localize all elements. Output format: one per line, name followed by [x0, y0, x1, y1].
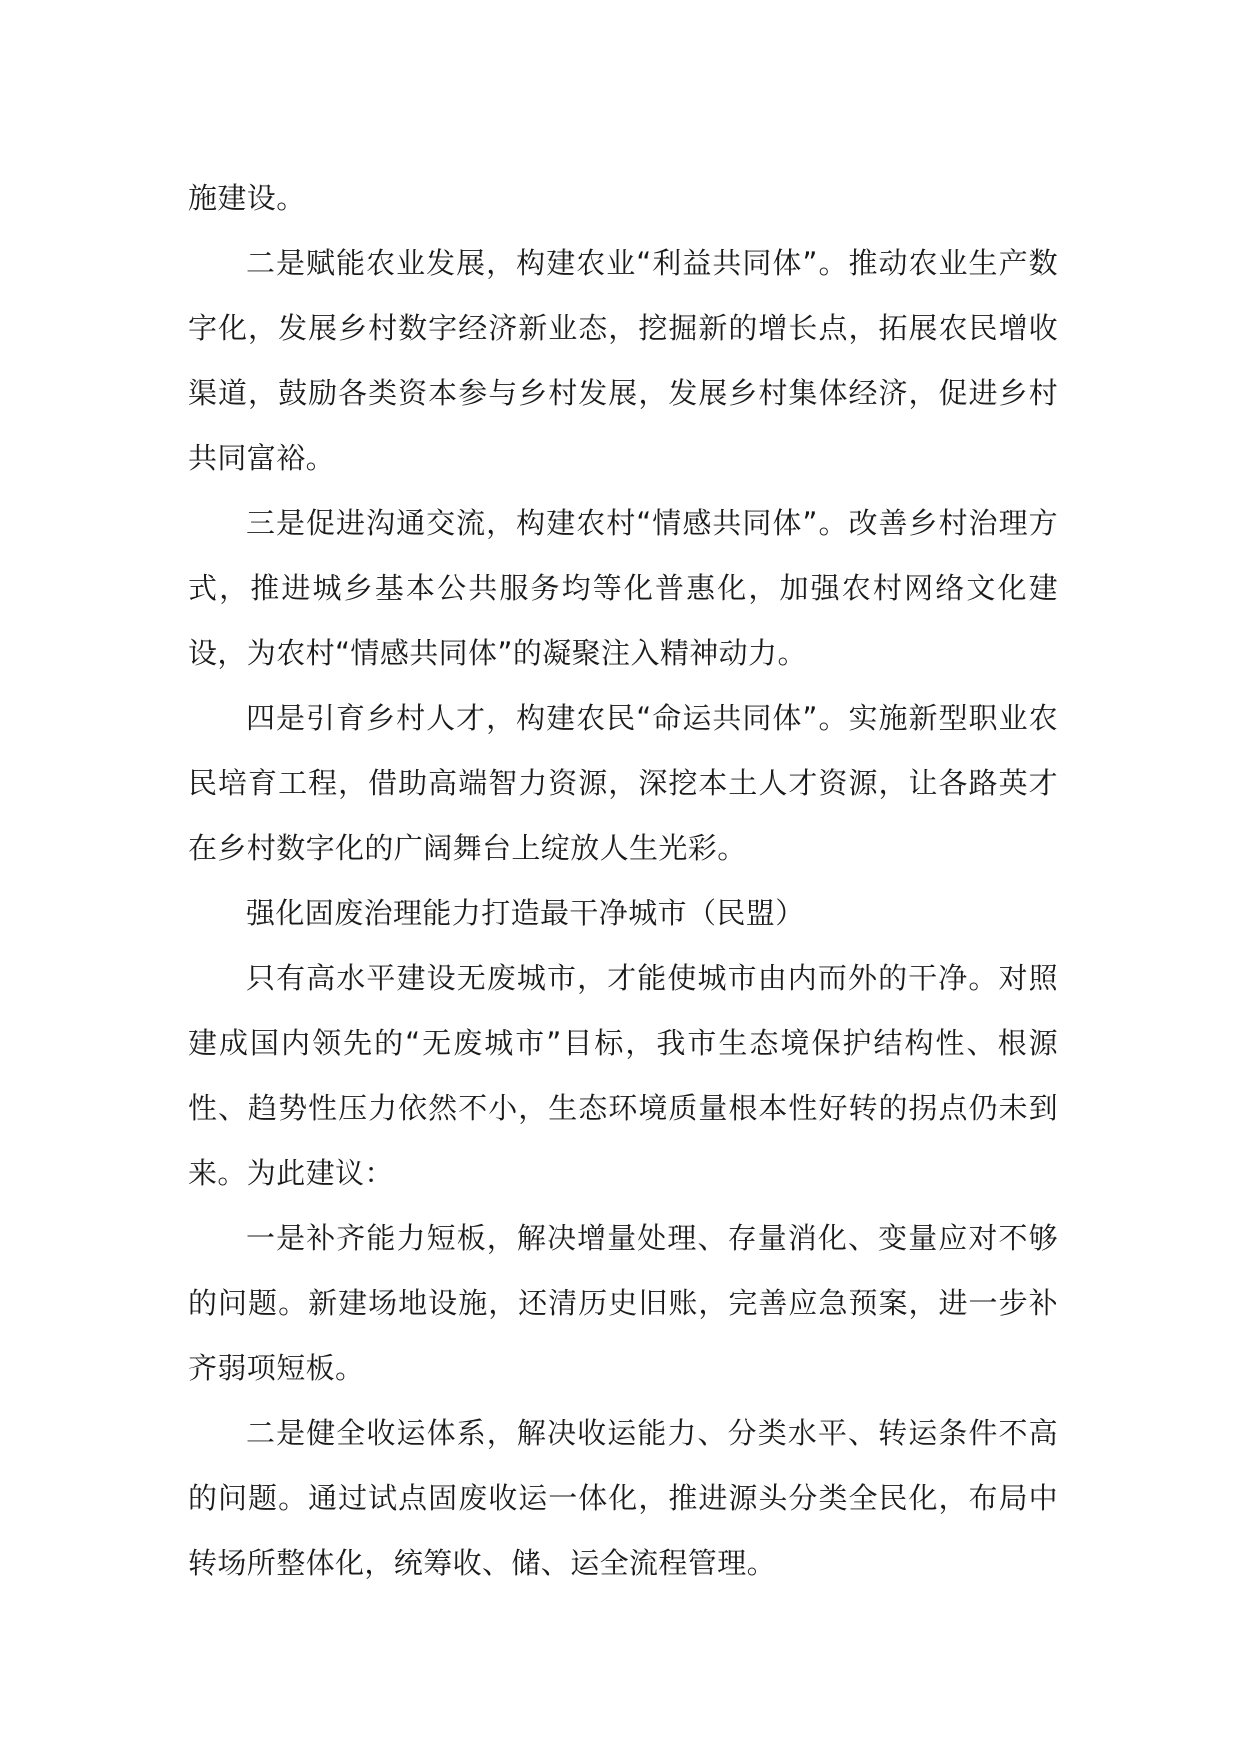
paragraph-continuation: 施建设。	[188, 181, 306, 215]
paragraph-capacity: 一是补齐能力短板，解决增量处理、存量消化、变量应对不够的问题。新建场地设施，还清历史旧账，完善应急预案，进一步补齐弱项短板。	[188, 1221, 1058, 1385]
document-body	[188, 166, 1058, 1596]
paragraph-agriculture: 二是赋能农业发展，构建农业“利益共同体”。推动农业生产数字化，发展乡村数字经济新业态，挖掘新的增长点，拓展农民增收渠道，鼓励各类资本参与乡村发展，发展乡村集体经济，促进乡村共同富裕。	[188, 246, 1058, 475]
paragraph-collection: 二是健全收运体系，解决收运能力、分类水平、转运条件不高的问题。通过试点固废收运一体化，推进源头分类全民化，布局中转场所整体化，统筹收、储、运全流程管理。	[188, 1416, 1058, 1580]
paragraph-talent: 四是引育乡村人才，构建农民“命运共同体”。实施新型职业农民培育工程，借助高端智力资源，深挖本土人才资源，让各路英才在乡村数字化的广阔舞台上绽放人生光彩。	[188, 701, 1058, 865]
section-heading: 强化固废治理能力打造最干净城市（民盟）	[246, 896, 805, 930]
paragraph-communication: 三是促进沟通交流，构建农村“情感共同体”。改善乡村治理方式，推进城乡基本公共服务均等化普惠化，加强农村网络文化建设，为农村“情感共同体”的凝聚注入精神动力。	[188, 506, 1058, 670]
paragraph-waste-intro: 只有高水平建设无废城市，才能使城市由内而外的干净。对照建成国内领先的“无废城市”目标，我市生态境保护结构性、根源性、趋势性压力依然不小，生态环境质量根本性好转的拐点仍未到来。为此建议：	[188, 961, 1058, 1190]
